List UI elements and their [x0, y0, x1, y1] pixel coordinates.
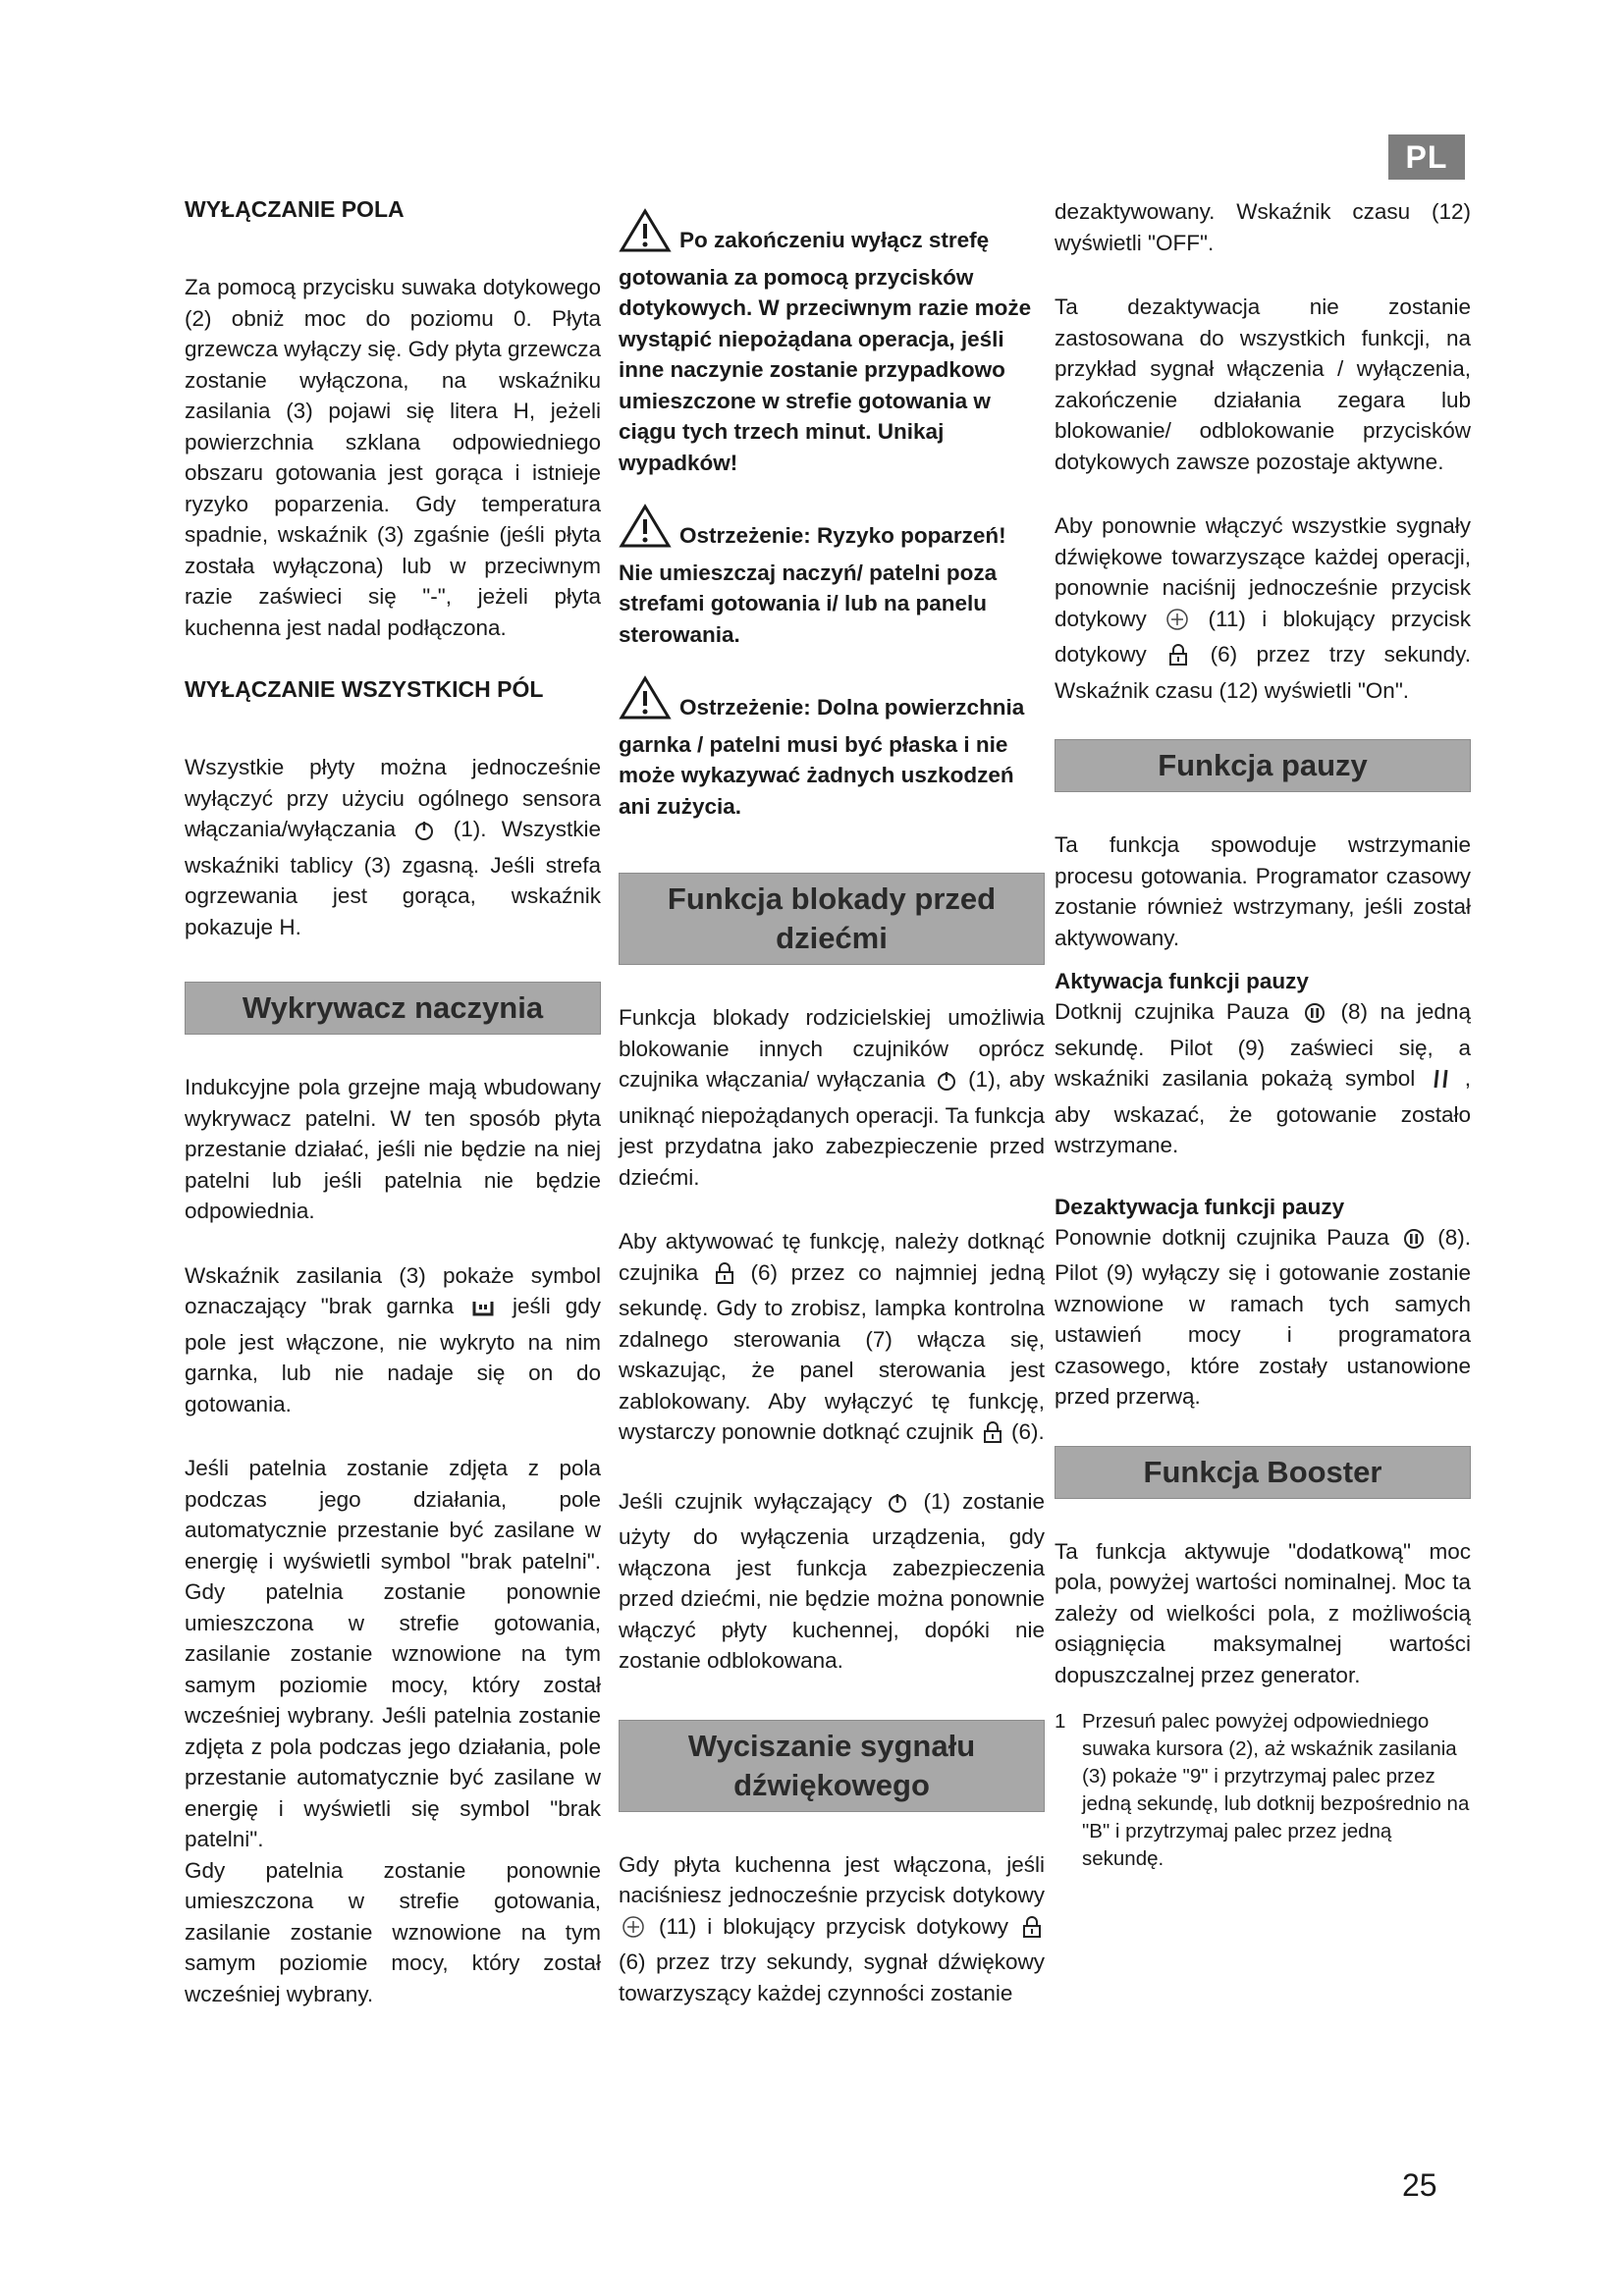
pause-symbol-icon [1432, 1067, 1449, 1099]
section-title-mute: Wyciszanie sygnału dźwiękowego [619, 1720, 1045, 1812]
paragraph-mute-2: Ta dezaktywacja nie zostanie zastosowana do wszystkich funkcji, na przykład sygnał włączenia / wyłączenia, zakończenie działania zegara lub blokowanie/ odblokowanie przycisków dotykowych zawsze pozostaje aktywne. [1055, 294, 1471, 474]
paragraph-pause-1: Ta funkcja spowoduje wstrzymanie procesu gotowania. Programator czasowy zostanie również wstrzymany, jeśli został aktywowany. [1055, 832, 1471, 950]
footnote-number: 1 [1055, 1710, 1066, 1733]
lock-icon [715, 1261, 734, 1294]
warning-triangle-icon [619, 675, 672, 729]
column-left [185, 196, 601, 2043]
page-number: 25 [1402, 2167, 1437, 2203]
paragraph-pause-deactivate: Ponownie dotknij czujnika Pauza (8). Pilot (9) wyłączy się i gotowanie zostanie wznowione w ramach tych samych ustawień mocy i programatora czasowego, które zostały ustanowione przed przerwą. [1055, 1224, 1471, 1409]
heading-switch-off-all: WYŁĄCZANIE WSZYSTKICH PÓL [185, 676, 544, 702]
paragraph-booster: Ta funkcja aktywuje "dodatkową" moc pola, powyżej wartości nominalnej. Moc ta zależy od wielkości pola, z możliwością osiągnięcia maksymalnej wartości dopuszczalnej przez generator. [1055, 1538, 1471, 1687]
plus-circle-icon [622, 1915, 645, 1948]
section-title-child-lock: Funkcja blokady przed dziećmi [619, 873, 1045, 965]
paragraph-switch-off-zone: Za pomocą przycisku suwaka dotykowego (2) obniż moc do poziomu 0. Płyta grzewcza wyłączy się. Gdy płyta grzewcza zostanie wyłączona, na wskaźniku zasilania (3) pojawi się litera H, jeżeli powierzchnia szklana odpowiedniego obszaru gotowania jest gorąca i istnieje ryzyko poparzenia. Gdy temperatura spadnie, wskaźnik (3) zgaśnie (jeśli płyta została wyłączona) lub w przeciwnym razie zaświeci się "-", jeżeli płyta kuchenna jest nadal podłączona. [185, 275, 601, 640]
footnote-booster-steps [1055, 1708, 1471, 1873]
paragraph-detector-3: Jeśli patelnia zostanie zdjęta z pola podczas jego działania, pole automatycznie przestanie być zasilane w energię i wyświetli symbol "brak patelni". Gdy patelnia zostanie ponownie umieszczona w strefie gotowania, zasilanie zostanie wznowione na tym samym poziomie mocy, który został wcześniej wybrany. Jeśli patelnia zostanie zdjęta z pola podczas jego działania, pole przestanie automatycznie być zasilane w energię i wyświetli się symbol "brak patelni". [185, 1456, 601, 1851]
pause-icon [1304, 1001, 1326, 1033]
warning-burn-risk: Ostrzeżenie: Ryzyko poparzeń! Nie umieszczaj naczyń/ patelni poza strefami gotowania i/ lub na panelu sterowania. [619, 504, 1045, 650]
power-icon [887, 1491, 908, 1522]
section-title-pot-detector: Wykrywacz naczynia [185, 982, 601, 1035]
warning-triangle-icon [619, 208, 672, 262]
heading-pause-deactivate: Dezaktywacja funkcji pauzy [1055, 1194, 1345, 1219]
power-icon [413, 819, 435, 850]
column-middle [619, 208, 1045, 2042]
paragraph-mute-continued: dezaktywowany. Wskaźnik czasu (12) wyświetli "OFF". [1055, 199, 1471, 255]
paragraph-detector-4: Gdy patelnia zostanie ponownie umieszczona w strefie gotowania, zasilanie zostanie wznowione na tym samym poziomie mocy, który został wcześniej wybrany. [185, 1857, 601, 2006]
lock-icon [1022, 1915, 1042, 1948]
column-right [1055, 196, 1471, 1873]
paragraph-pause-activate: Dotknij czujnika Pauza (8) na jedną sekundę. Pilot (9) zaświeci się, a wskaźniki zasilania pokażą symbol , aby wskazać, że gotowanie zostało wstrzymane. [1055, 999, 1471, 1157]
paragraph-detector-1: Indukcyjne pola grzejne mają wbudowany wykrywacz patelni. W ten sposób płyta przestanie działać, jeśli nie będzie na niej patelni lub jeśli patelnia nie będzie odpowiednia. [185, 1075, 601, 1223]
paragraph-lock-2: Aby aktywować tę funkcję, należy dotknąć czujnika (6) przez co najmniej jedną sekundę. Gdy to zrobisz, lampka kontrolna zdalnego sterowania (7) włącza się, wskazując, że panel sterowania jest zablokowany. Aby wyłączyć tę funkcję, wystarczy ponownie dotknąć czujnik (6). [619, 1226, 1045, 1453]
section-title-pause: Funkcja pauzy [1055, 739, 1471, 792]
warning-triangle-icon [619, 504, 672, 558]
lock-icon [1168, 643, 1188, 675]
paragraph-lock-1: Funkcja blokady rodzicielskiej umożliwia blokowanie innych czujników oprócz czujnika włączania/ wyłączania (1), aby uniknąć niepożądanych operacji. Ta funkcja jest przydatna jako zabezpieczenie przed dziećmi. [619, 1005, 1045, 1190]
footnote-text: Przesuń palec powyżej odpowiedniego suwaka kursora (2), aż wskaźnik zasilania (3) pokaże "9" i przytrzymaj palec przez jedną sekundę, lub dotknij bezpośrednio na "B" i przytrzymaj palec przez jedną sekundę. [1082, 1710, 1470, 1870]
paragraph-mute-1: Gdy płyta kuchenna jest włączona, jeśli naciśniesz jednocześnie przycisk dotykowy (11) i blokujący przycisk dotykowy (6) przez trzy sekundy, sygnał dźwiękowy towarzyszący każdej czynności zostanie [619, 1851, 1045, 2005]
section-title-booster: Funkcja Booster [1055, 1446, 1471, 1499]
lock-icon [983, 1420, 1002, 1453]
paragraph-mute-3: Aby ponownie włączyć wszystkie sygnały dźwiękowe towarzyszące każdej operacji, ponownie naciśnij jednocześnie przycisk dotykowy (11) i blokujący przycisk dotykowy (6) przez trzy sekundy. Wskaźnik czasu (12) wyświetli "On". [1055, 513, 1471, 703]
paragraph-switch-off-all: Wszystkie płyty można jednocześnie wyłączyć przy użyciu ogólnego sensora włączania/wyłączania (1). Wszystkie wskaźniki tablicy (3) zgasną. Jeśli strefa ogrzewania jest gorąca, wskaźnik pokazuje H. [185, 755, 601, 939]
warning-turn-off-zone: Po zakończeniu wyłącz strefę gotowania za pomocą przycisków dotykowych. W przeciwnym razie może wystąpić niepożądana operacja, jeśli inne naczynie zostanie przypadkowo umieszczone w strefie gotowania w ciągu tych trzech minut. Unikaj wypadków! [619, 208, 1045, 478]
paragraph-detector-2: Wskaźnik zasilania (3) pokaże symbol oznaczający "brak garnka jeśli gdy pole jest włączone, nie wykryto na nim garnka, lub nie nadaje się on do gotowania. [185, 1262, 601, 1416]
heading-pause-activate: Aktywacja funkcji pauzy [1055, 969, 1309, 993]
no-pot-icon [471, 1296, 495, 1327]
pause-icon [1403, 1227, 1425, 1258]
power-icon [936, 1069, 957, 1100]
heading-switch-off-zone: WYŁĄCZANIE POLA [185, 196, 405, 222]
warning-flat-bottom: Ostrzeżenie: Dolna powierzchnia garnka / patelni musi być płaska i nie może wykazywać żadnych uszkodzeń ani zużycia. [619, 675, 1045, 822]
plus-circle-icon [1165, 608, 1189, 640]
language-badge: PL [1388, 134, 1465, 180]
paragraph-lock-3: Jeśli czujnik wyłączający (1) zostanie użyty do wyłączenia urządzenia, gdy włączona jest funkcja zabezpieczenia przed dziećmi, nie będzie można ponownie włączyć płyty kuchennej, dopóki nie zostanie odblokowana. [619, 1488, 1045, 1673]
